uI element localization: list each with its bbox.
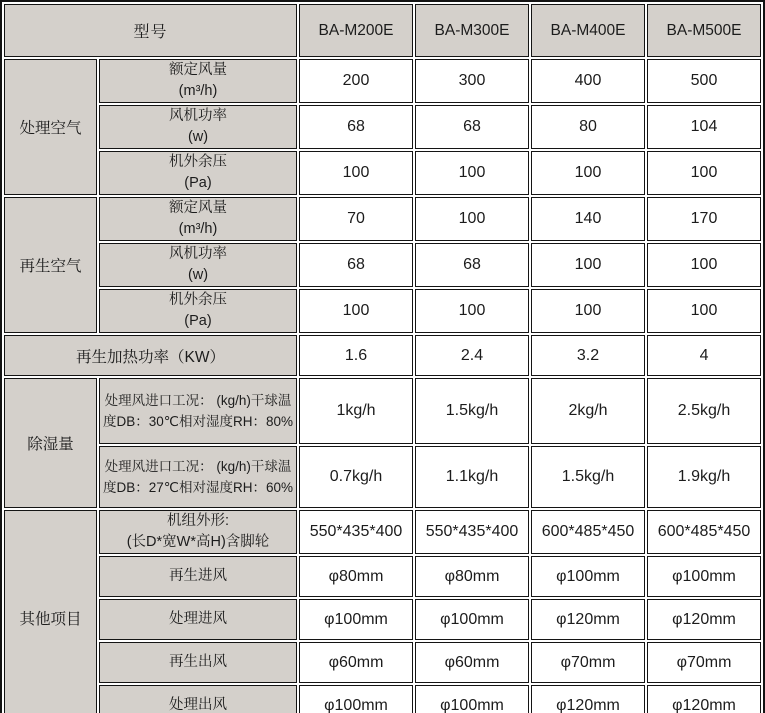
section-regen-heating-power-label: 再生加热功率（KW）	[4, 335, 297, 376]
row-label-line: (m³/h)	[178, 83, 218, 100]
spec-value: 100	[647, 289, 761, 333]
spec-value: 400	[531, 59, 645, 103]
spec-value: φ100mm	[299, 599, 413, 640]
spec-value: 600*485*450	[647, 510, 761, 554]
spec-value: 80	[531, 105, 645, 149]
row-label-line: (m³/h)	[178, 221, 218, 238]
section-other-items-label: 其他项目	[4, 510, 97, 713]
spec-value: 100	[647, 151, 761, 195]
spec-value: 100	[531, 289, 645, 333]
row-label	[99, 197, 297, 241]
row-label	[99, 556, 297, 597]
spec-value: φ120mm	[647, 685, 761, 713]
spec-value: φ80mm	[415, 556, 529, 597]
row-label-line: 干球温度DB：27℃	[103, 458, 292, 496]
row-label-line: 再生出风	[169, 654, 227, 671]
spec-value: 1kg/h	[299, 378, 413, 444]
spec-value: 550*435*400	[415, 510, 529, 554]
spec-value: 100	[647, 243, 761, 287]
row-label-line: 处理出风	[169, 697, 227, 713]
spec-value: 500	[647, 59, 761, 103]
spec-value: φ120mm	[531, 599, 645, 640]
row-label	[99, 599, 297, 640]
spec-value: 100	[299, 151, 413, 195]
row-label	[99, 289, 297, 333]
spec-value: 2kg/h	[531, 378, 645, 444]
spec-value: 1.9kg/h	[647, 446, 761, 508]
spec-value: 600*485*450	[531, 510, 645, 554]
spec-value: 550*435*400	[299, 510, 413, 554]
row-label-line: (w)	[187, 129, 209, 146]
row-label-line: 处理风进口工况： (kg/h)	[104, 392, 251, 408]
model-name-ba-m400e: BA-M400E	[531, 4, 645, 57]
spec-value: φ70mm	[531, 642, 645, 683]
model-header-label: 型号	[4, 4, 297, 57]
spec-value: 170	[647, 197, 761, 241]
row-label-line: (Pa)	[184, 313, 212, 330]
row-label-line: (长D*宽W*高H)含脚轮	[126, 534, 270, 551]
row-label-line: 机外余压	[169, 292, 227, 309]
row-label-line: 再生进风	[169, 568, 227, 585]
spec-value: φ100mm	[415, 599, 529, 640]
row-label-line: 风机功率	[169, 246, 227, 263]
spec-value: 2.5kg/h	[647, 378, 761, 444]
spec-value: φ120mm	[647, 599, 761, 640]
row-label	[99, 685, 297, 713]
model-name-ba-m200e: BA-M200E	[299, 4, 413, 57]
spec-value: 140	[531, 197, 645, 241]
spec-value: φ120mm	[531, 685, 645, 713]
spec-value: 200	[299, 59, 413, 103]
row-label	[99, 151, 297, 195]
spec-value: 68	[299, 105, 413, 149]
row-label-line: 处理风进口工况： (kg/h)	[104, 458, 251, 474]
spec-value: 100	[415, 197, 529, 241]
spec-value: 1.1kg/h	[415, 446, 529, 508]
spec-value: 100	[415, 289, 529, 333]
row-label	[99, 446, 297, 508]
spec-value: φ70mm	[647, 642, 761, 683]
row-label	[99, 105, 297, 149]
section-regeneration-air-label: 再生空气	[4, 197, 97, 333]
spec-value: 100	[531, 151, 645, 195]
spec-value: 1.5kg/h	[531, 446, 645, 508]
spec-value: 0.7kg/h	[299, 446, 413, 508]
row-label-line: 处理进风	[169, 611, 227, 628]
spec-value: φ100mm	[531, 556, 645, 597]
spec-value: φ60mm	[415, 642, 529, 683]
row-label-line: 相对湿度RH：80%	[178, 414, 293, 430]
spec-value: φ80mm	[299, 556, 413, 597]
spec-value: 68	[415, 243, 529, 287]
spec-value: 104	[647, 105, 761, 149]
row-label-line: 额定风量	[169, 200, 227, 217]
spec-value: 68	[299, 243, 413, 287]
spec-value: 100	[415, 151, 529, 195]
spec-value: 68	[415, 105, 529, 149]
row-label-line: (Pa)	[184, 175, 212, 192]
spec-value: φ100mm	[647, 556, 761, 597]
row-label-line: 机外余压	[169, 154, 227, 171]
row-label-line: 额定风量	[169, 62, 227, 78]
spec-value: 100	[299, 289, 413, 333]
spec-value: 2.4	[415, 335, 529, 376]
row-label-line: (w)	[187, 267, 209, 284]
spec-value: 1.6	[299, 335, 413, 376]
spec-value: φ60mm	[299, 642, 413, 683]
row-label	[99, 378, 297, 444]
row-label	[99, 59, 297, 103]
model-name-ba-m300e: BA-M300E	[415, 4, 529, 57]
row-label-line: 机组外形:	[166, 513, 230, 530]
spec-value: 1.5kg/h	[415, 378, 529, 444]
section-processing-air-label: 处理空气	[4, 59, 97, 195]
spec-value: 100	[531, 243, 645, 287]
row-label-line: 风机功率	[169, 108, 227, 125]
row-label-line: 干球温度DB：30℃	[103, 392, 292, 430]
row-label	[99, 510, 297, 554]
model-name-ba-m500e: BA-M500E	[647, 4, 761, 57]
row-label-line: 相对湿度RH：60%	[178, 480, 293, 496]
row-label	[99, 243, 297, 287]
spec-value: 3.2	[531, 335, 645, 376]
spec-value: 70	[299, 197, 413, 241]
spec-value: 300	[415, 59, 529, 103]
spec-value: 4	[647, 335, 761, 376]
spec-value: φ100mm	[299, 685, 413, 713]
row-label	[99, 642, 297, 683]
spec-value: φ100mm	[415, 685, 529, 713]
section-dehumidification-capacity-label: 除湿量	[4, 378, 97, 508]
